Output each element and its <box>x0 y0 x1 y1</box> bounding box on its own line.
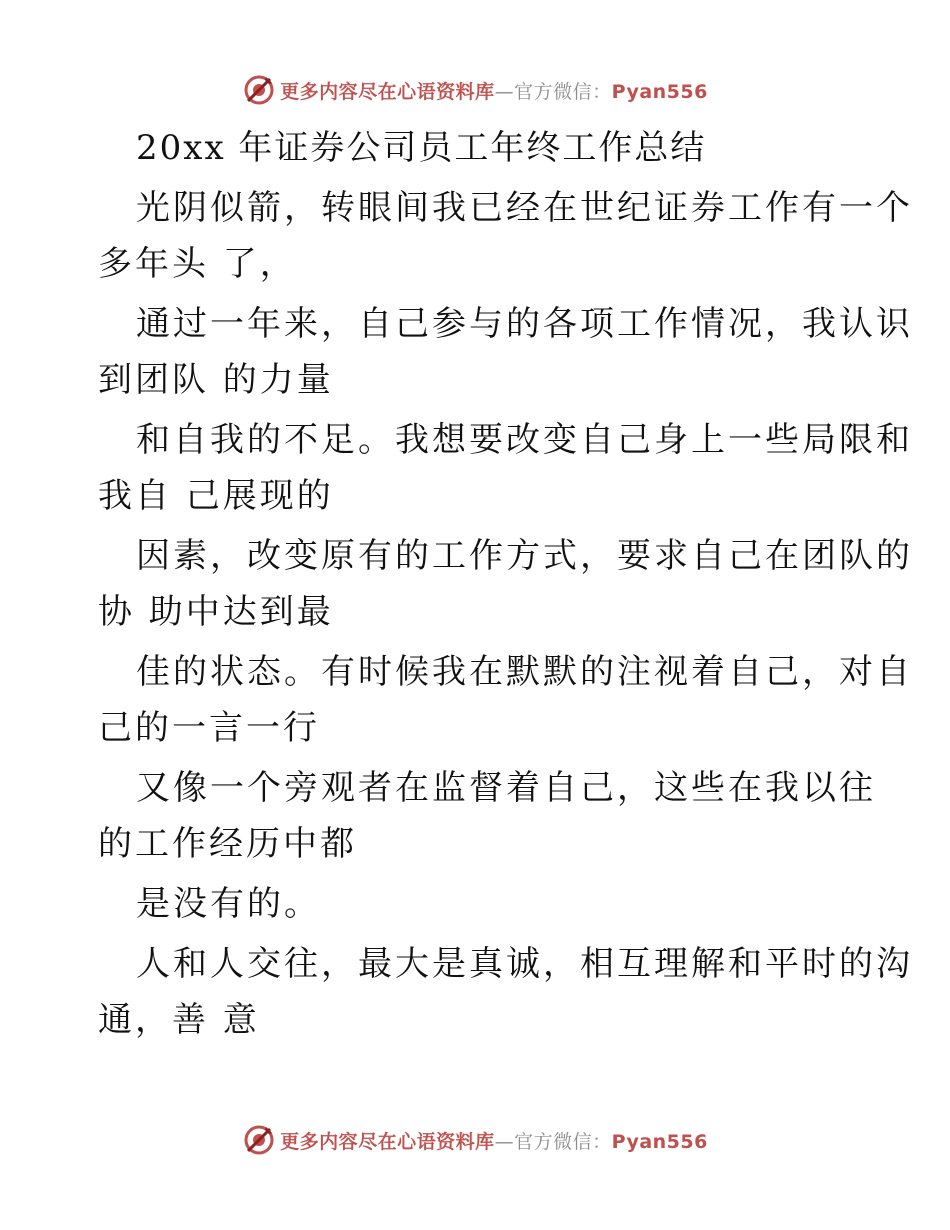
brand-text: 更多内容尽在心语资料库 <box>280 1130 495 1153</box>
official-label: 官方微信： <box>514 1130 612 1153</box>
text-line: 佳的状态。有时候我在默默的注视着自己，对自 <box>136 652 913 692</box>
header-banner <box>0 70 950 110</box>
text-line: 通，善 意 <box>98 1000 260 1040</box>
wechat-id: Pyan556 <box>611 80 708 103</box>
text-line: 和自我的不足。我想要改变自己身上一些局限和 <box>136 420 913 460</box>
footer-banner <box>0 1120 950 1160</box>
text-line: 人和人交往，最大是真诚，相互理解和平时的沟 <box>136 944 913 984</box>
wechat-id: Pyan556 <box>611 1130 708 1153</box>
brand-text: 更多内容尽在心语资料库 <box>280 80 495 103</box>
banner-dash: — <box>494 1130 515 1153</box>
text-line: 通过一年来，自己参与的各项工作情况，我认识 <box>136 304 913 344</box>
text-line: 又像一个旁观者在监督着自己，这些在我以往 <box>136 768 876 808</box>
document-title: 20xx 年证券公司员工年终工作总结 <box>136 128 707 168</box>
text-line: 的工作经历中都 <box>98 824 357 864</box>
logo-icon <box>242 1123 276 1157</box>
text-line: 是没有的。 <box>136 884 321 924</box>
text-line: 协 助中达到最 <box>98 592 334 632</box>
text-line: 到团队 的力量 <box>98 360 334 400</box>
banner-dash: — <box>494 80 515 103</box>
text-line: 光阴似箭，转眼间我已经在世纪证券工作有一个 <box>136 188 913 228</box>
text-line: 因素，改变原有的工作方式，要求自己在团队的 <box>136 536 913 576</box>
official-label: 官方微信： <box>514 80 612 103</box>
text-line: 多年头 了， <box>98 244 297 284</box>
text-line: 己的一言一行 <box>98 708 320 748</box>
logo-icon <box>242 73 276 107</box>
text-line: 我自 己展现的 <box>98 476 334 516</box>
